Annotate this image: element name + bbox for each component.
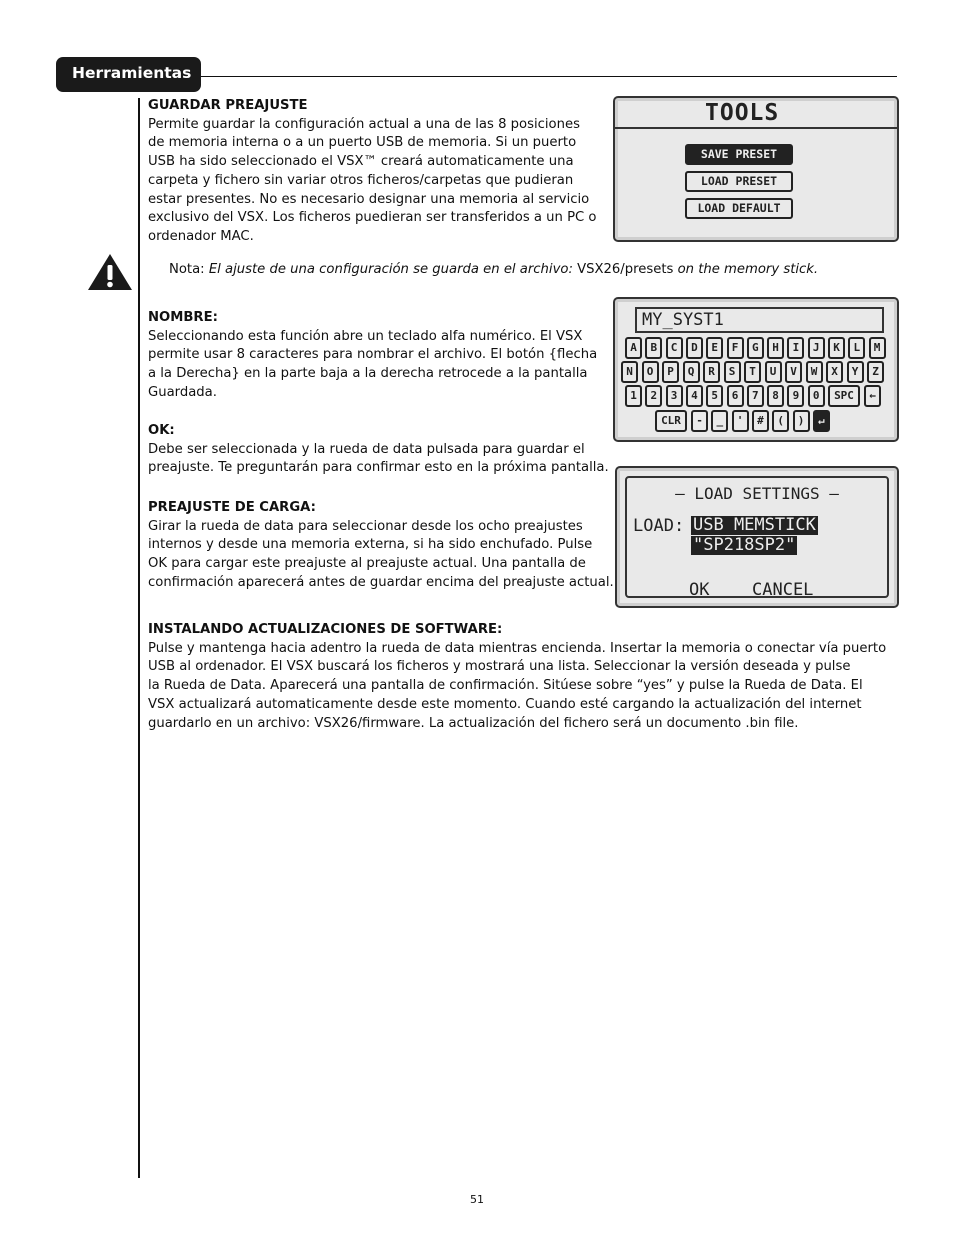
- nombre-line: a la Derecha} en la parte baja a la derecha retrocede a la pantalla: [148, 366, 588, 382]
- ok-line: Debe ser seleccionada y la rueda de data pulsada para guardar el: [148, 441, 585, 457]
- keyboard-key: 1: [625, 385, 642, 407]
- keyboard-key: SPC: [828, 385, 860, 407]
- keyboard-key: F: [727, 337, 744, 359]
- keyboard-key: ): [793, 410, 810, 432]
- keyboard-key: -: [691, 410, 708, 432]
- load-preset-item: LOAD PRESET: [685, 171, 793, 192]
- keyboard-key: B: [645, 337, 662, 359]
- keyboard-key: N: [621, 361, 638, 383]
- keyboard-key: 5: [706, 385, 723, 407]
- keyboard-key: S: [724, 361, 741, 383]
- ok-section: [148, 422, 618, 478]
- keyboard-key: Y: [847, 361, 864, 383]
- keyboard-key: _: [711, 410, 728, 432]
- keyboard-key: U: [765, 361, 782, 383]
- instalando-line: VSX actualizará automaticamente desde este momento. Cuando esté cargando la actualización del internet: [148, 696, 862, 712]
- keyboard-key: ↵: [813, 410, 830, 432]
- keyboard-key: CLR: [655, 410, 687, 432]
- guardar-line: Permite guardar la configuración actual a una de las 8 posiciones: [148, 116, 580, 132]
- ok-heading: OK:: [148, 423, 175, 438]
- guardar-line: carpeta y fichero sin variar otros ficheros/carpetas que pudieran: [148, 172, 574, 188]
- carga-line: internos y desde una memoria externa, si ha sido enchufado. Pulse: [148, 537, 593, 553]
- nombre-section: [148, 309, 598, 403]
- nombre-line: permite usar 8 caracteres para nombrar el archivo. El botón {flecha: [148, 347, 598, 363]
- keyboard-key: Z: [867, 361, 884, 383]
- keyboard-key: X: [826, 361, 843, 383]
- keyboard-key: #: [752, 410, 769, 432]
- keyboard-key: T: [744, 361, 761, 383]
- note-path: VSX26/presets: [577, 262, 674, 277]
- cancel-option: CANCEL: [752, 580, 814, 600]
- keyboard-key: A: [625, 337, 642, 359]
- keyboard-key: G: [747, 337, 764, 359]
- warning-icon: [86, 252, 134, 292]
- keyboard-key: 3: [666, 385, 683, 407]
- load-settings-screen: [615, 466, 899, 608]
- keyboard-key: H: [767, 337, 784, 359]
- guardar-line: USB ha sido seleccionado el VSX™ creará automaticamente una: [148, 154, 574, 170]
- keyboard-key: I: [787, 337, 804, 359]
- instalando-line: Pulse y mantenga hacia adentro la rueda de data mientras encienda. Insertar la memoria o conectar vía puerto: [148, 640, 887, 656]
- keyboard-key: P: [662, 361, 679, 383]
- load-value-source: USB MEMSTICK: [693, 515, 816, 535]
- keyboard-key: Q: [683, 361, 700, 383]
- carga-line: OK para cargar este preajuste al preajuste actual. Una pantalla de: [148, 556, 586, 572]
- keyboard-key: M: [869, 337, 886, 359]
- save-preset-item: SAVE PRESET: [685, 144, 793, 165]
- keyboard-key: C: [666, 337, 683, 359]
- keyboard-key: R: [703, 361, 720, 383]
- keyboard-key: 2: [645, 385, 662, 407]
- load-default-item: LOAD DEFAULT: [685, 198, 793, 219]
- keyboard-key: (: [772, 410, 789, 432]
- note-text: El ajuste de una configuración se guarda en el archivo:: [208, 262, 573, 277]
- keyboard-key: 8: [767, 385, 784, 407]
- carga-heading: PREAJUSTE DE CARGA:: [148, 500, 316, 515]
- nombre-line: Guardada.: [148, 384, 217, 400]
- nombre-line: Seleccionando esta función abre un teclado alfa numérico. El VSX: [148, 328, 583, 344]
- carga-section: [148, 499, 618, 593]
- load-label: LOAD:: [633, 516, 685, 536]
- keyboard-key: 4: [686, 385, 703, 407]
- nombre-heading: NOMBRE:: [148, 310, 218, 325]
- keyboard-key: W: [806, 361, 823, 383]
- instalando-section: [148, 621, 898, 733]
- section-tab: Herramientas: [56, 57, 201, 92]
- load-settings-frame: [625, 476, 889, 598]
- keyboard-key: 0: [808, 385, 825, 407]
- keyboard-key: 7: [747, 385, 764, 407]
- note-label: Nota:: [169, 262, 205, 277]
- keyboard-key: 9: [787, 385, 804, 407]
- note-text-end: on the memory stick.: [677, 262, 819, 277]
- guardar-line: ordenador MAC.: [148, 228, 254, 244]
- keyboard-key: V: [785, 361, 802, 383]
- instalando-line: USB al ordenador. El VSX buscará los ficheros y mostrará una lista. Seleccionar la versión deseada y pulse: [148, 659, 851, 675]
- keyboard-key: ←: [864, 385, 881, 407]
- load-settings-title: — LOAD SETTINGS —: [675, 484, 839, 503]
- keyboard-key: 6: [727, 385, 744, 407]
- guardar-section: [148, 97, 598, 247]
- keyboard-key: D: [686, 337, 703, 359]
- guardar-line: exclusivo del VSX. Los ficheros puedieran ser transferidos a un PC o: [148, 210, 597, 226]
- note: [169, 261, 818, 280]
- guardar-heading: GUARDAR PREAJUSTE: [148, 98, 308, 113]
- carga-line: confirmación aparecerá antes de guardar encima del preajuste actual.: [148, 574, 614, 590]
- keyboard-key: O: [642, 361, 659, 383]
- tools-title: TOOLS: [705, 100, 780, 126]
- guardar-line: estar presentes. No es necesario designar una memoria al servicio: [148, 191, 590, 207]
- ok-option: OK: [689, 580, 710, 600]
- tools-divider: [615, 127, 897, 129]
- tools-screen: [613, 96, 899, 242]
- keyboard-key: E: [706, 337, 723, 359]
- name-field: MY_SYST1: [635, 307, 884, 333]
- keyboard-key: ': [732, 410, 749, 432]
- instalando-heading: INSTALANDO ACTUALIZACIONES DE SOFTWARE:: [148, 622, 503, 637]
- keyboard-screen: [613, 297, 899, 442]
- keyboard-key: J: [808, 337, 825, 359]
- margin-rule: [138, 98, 140, 1178]
- keyboard-key: K: [828, 337, 845, 359]
- instalando-line: la Rueda de Data. Aparecerá una pantalla de confirmación. Sitúese sobre “yes” y pulse la Rueda de Data. El: [148, 678, 863, 694]
- ok-line: preajuste. Te preguntarán para confirmar esto en la próxima pantalla.: [148, 460, 609, 476]
- page-number: 51: [470, 1193, 484, 1206]
- keyboard-key: L: [848, 337, 865, 359]
- carga-line: Girar la rueda de data para seleccionar desde los ocho preajustes: [148, 518, 583, 534]
- header-rule: [201, 76, 897, 77]
- guardar-line: de memoria interna o a un puerto USB de memoria. Si un puerto: [148, 135, 577, 151]
- instalando-line: guardarlo en un archivo: VSX26/firmware. La actualización del fichero será un documento .bin file.: [148, 715, 799, 731]
- load-value-file: "SP218SP2": [693, 535, 796, 555]
